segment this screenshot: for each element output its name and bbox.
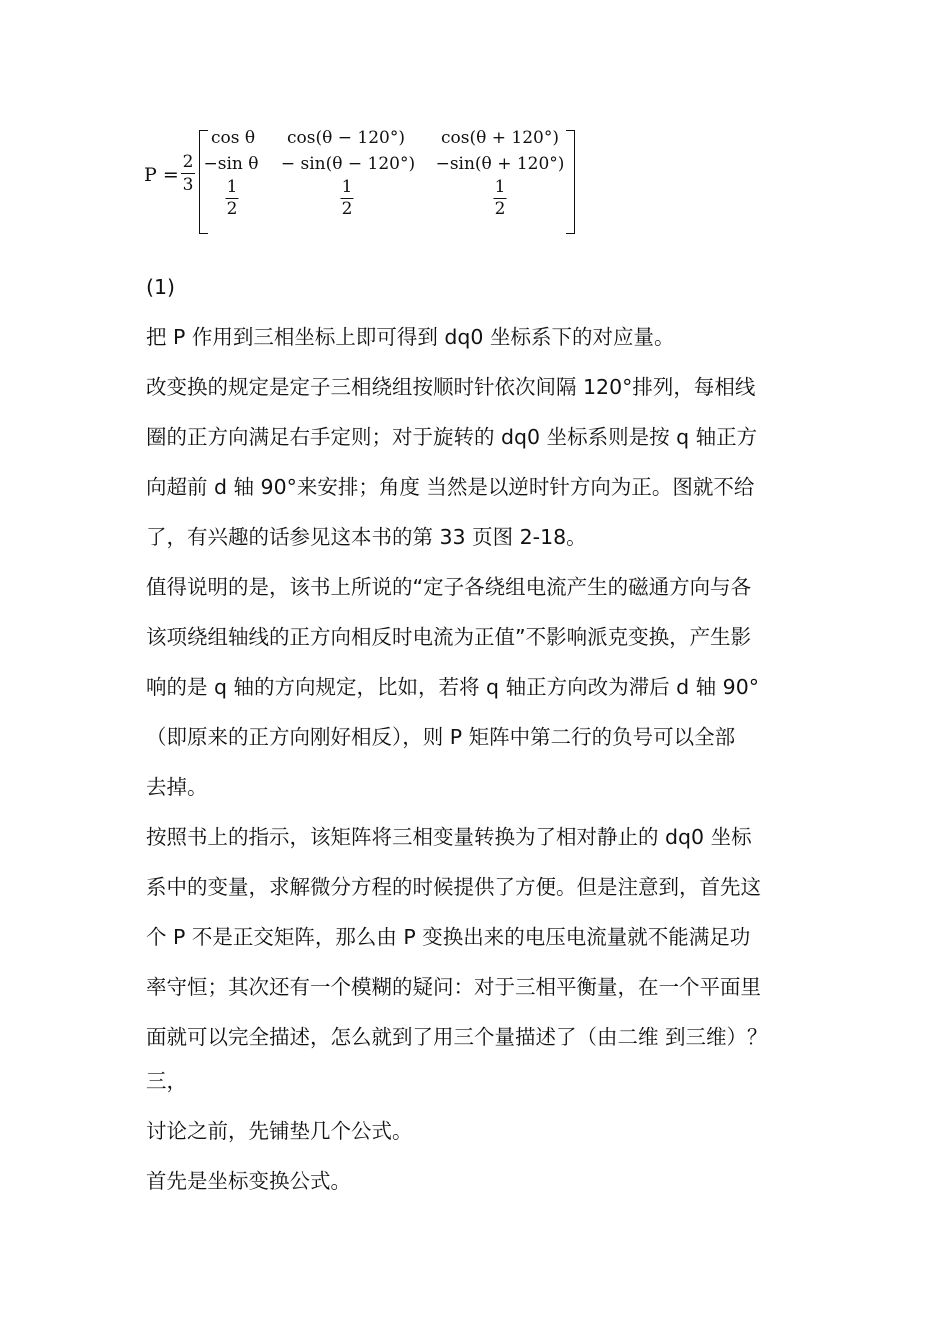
text-line-10: （即原来的正方向刚好相反），则 P 矩阵中第二行的负号可以全部 [146,725,736,749]
text-line-4: 圈的正方向满足右手定则；对于旋转的 dq0 坐标系则是按 q 轴正方 [146,425,758,449]
matrix-cell-r3-c1 [226,178,239,219]
text-line-5: 向超前 d 轴 90°来安排；角度 当然是以逆时针方向为正。图就不给 [146,475,755,499]
half-numerator: 1 [226,177,238,197]
half-numerator: 1 [341,177,353,197]
half-denominator: 2 [341,199,353,219]
text-line-8: 该项绕组轴线的正方向相反时电流为正值”不影响派克变换，产生影 [146,625,752,649]
text-line-7: 值得说明的是，该书上所说的“定子各绕组电流产生的磁通方向与各 [146,575,752,599]
half-numerator: 1 [494,177,506,197]
matrix-right-bracket [566,130,575,234]
text-line-16: 面就可以完全描述，怎么就到了用三个量描述了（由二维 到三维）？ [146,1025,768,1049]
text-line-12: 按照书上的指示，该矩阵将三相变量转换为了相对静止的 dq0 坐标 [146,825,752,849]
text-line-9: 响的是 q 轴的方向规定，比如，若将 q 轴正方向改为滞后 d 轴 90° [146,675,759,699]
matrix-cell-r2-c1: −sin θ [203,154,259,174]
fraction-numerator: 2 [182,152,194,172]
text-line-18: 讨论之前，先铺垫几个公式。 [146,1119,413,1143]
matrix-cell-r3-c2 [341,178,354,219]
text-line-2: 把 P 作用到三相坐标上即可得到 dq0 坐标系下的对应量。 [146,325,675,349]
fraction-bar [181,173,195,174]
half-denominator: 2 [226,199,238,219]
text-line-15: 率守恒；其次还有一个模糊的疑问：对于三相平衡量，在一个平面里 [146,975,761,999]
park-transform-matrix-equation [144,118,584,232]
text-line-11: 去掉。 [146,775,208,799]
scalar-fraction [181,152,195,195]
text-line-6: 了，有兴趣的话参见这本书的第 33 页图 2-18。 [146,525,587,549]
text-line-14: 个 P 不是正交矩阵，那么由 P 变换出来的电压电流量就不能满足功 [146,925,751,949]
matrix-cell-r1-c3: cos(θ + 120°) [441,128,559,148]
half-denominator: 2 [494,199,506,219]
matrix-cell-r2-c2: − sin(θ − 120°) [280,154,416,174]
text-line-1: (1) [146,275,176,299]
text-line-19: 首先是坐标变换公式。 [146,1169,351,1193]
text-line-17: 三， [146,1069,187,1093]
fraction-denominator: 3 [182,175,194,195]
matrix-cell-r2-c3: −sin(θ + 120°) [435,154,565,174]
text-line-3: 改变换的规定是定子三相绕组按顺时针依次间隔 120°排列，每相线 [146,375,756,399]
matrix-cell-r3-c3 [494,178,507,219]
text-line-13: 系中的变量，求解微分方程的时候提供了方便。但是注意到，首先这 [146,875,761,899]
matrix-cell-r1-c1: cos θ [210,128,256,148]
matrix-cell-r1-c2: cos(θ − 120°) [287,128,405,148]
matrix-left-bracket [199,130,208,234]
equation-lhs: P = [144,164,179,186]
